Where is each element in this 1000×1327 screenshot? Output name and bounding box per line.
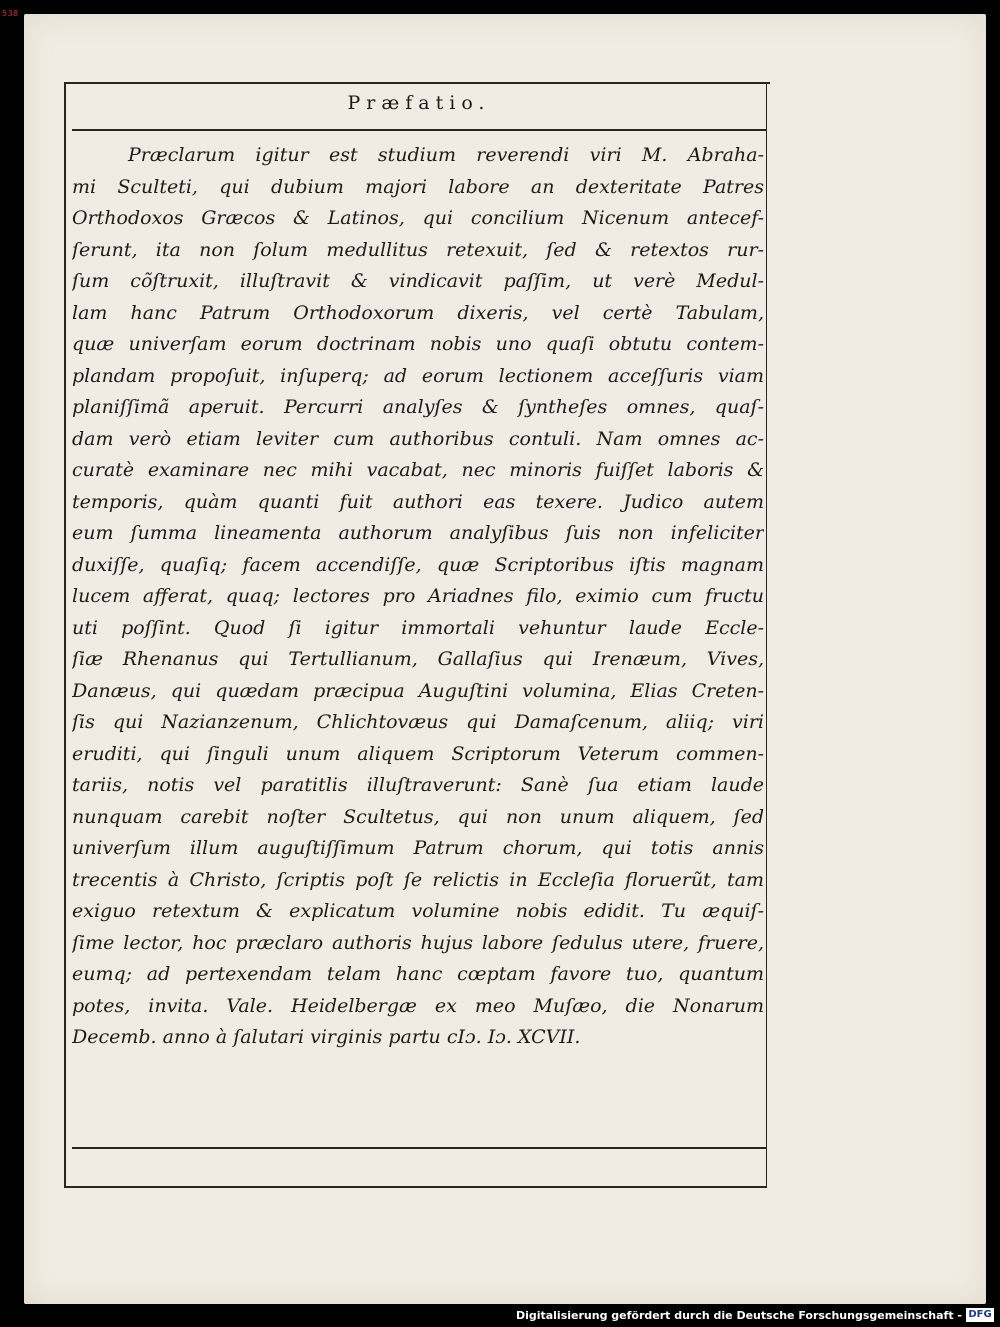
text-line: eruditi, qui ſinguli unum aliquem Scriptorum Veterum commen-	[72, 742, 764, 765]
text-line: curatè examinare nec mihi vacabat, nec minoris fuiſſet laboris &	[72, 459, 764, 481]
frame-right-border	[766, 84, 767, 1188]
text-line: eumq; ad pertexendam telam hanc cœptam favore tuo, quantum	[72, 963, 764, 985]
text-line: dam verò etiam leviter cum authoribus contuli. Nam omnes ac-	[72, 427, 764, 450]
text-line: ſime lector, hoc præclaro authoris hujus labore ſedulus utere, fruere,	[72, 931, 764, 954]
text-line: planiſſimã aperuit. Percurri analyſes & ſyntheſes omnes, quaſ-	[72, 396, 764, 418]
running-head: Præfatio.	[347, 92, 491, 114]
text-line: ſis qui Nazianzenum, Chlichtovæus qui Damaſcenum, aliiq; viri	[72, 711, 764, 733]
text-line: Præclarum igitur est studium reverendi viri M. Abraha-	[128, 144, 764, 166]
text-line: lam hanc Patrum Orthodoxorum dixeris, vel certè Tabulam,	[72, 301, 764, 324]
text-line: potes, invita. Vale. Heidelbergæ ex meo Muſæo, die Nonarum	[72, 994, 764, 1017]
funding-credit: Digitalisierung gefördert durch die Deutsche Forschungsgemeinschaft -	[515, 1309, 962, 1322]
text-line: ſum cõſtruxit, illuſtravit & vindicavit paſſim, ut verè Medul-	[72, 270, 764, 292]
header-rule	[72, 129, 766, 131]
footer-rule	[72, 1147, 766, 1149]
frame-top-border	[64, 82, 770, 84]
text-line: ſerunt, ita non ſolum medullitus retexuit, ſed & retextos rur-	[72, 238, 764, 261]
frame-left-border	[64, 82, 66, 1187]
text-line: trecentis à Christo, ſcriptis poſt ſe relictis in Eccleſia floruerũt, tam	[72, 868, 764, 891]
text-line: Orthodoxos Græcos & Latinos, qui concilium Nicenum antecef-	[72, 207, 764, 229]
body-text	[72, 140, 764, 1054]
text-line: univerſum illum auguſtiſſimum Patrum chorum, qui totis annis	[72, 837, 764, 859]
text-line: temporis, quàm quanti fuit authori eas texere. Judico autem	[72, 490, 764, 513]
text-line: ſiæ Rhenanus qui Tertullianum, Gallaſius qui Irenæum, Vives,	[72, 648, 764, 670]
text-line: nunquam carebit noſter Scultetus, qui non unum aliquem, ſed	[72, 805, 764, 828]
text-line: eum ſumma lineamenta authorum analyſibus ſuis non infeliciter	[72, 522, 764, 544]
text-line: lucem afferat, quaq; lectores pro Ariadnes filo, eximio cum fructu	[72, 585, 764, 607]
text-line: uti poſſint. Quod ſi igitur immortali vehuntur laude Eccle-	[72, 616, 764, 639]
text-line: mi Sculteti, qui dubium majori labore an dexteritate Patres	[72, 175, 764, 198]
frame-bottom-border	[64, 1186, 767, 1188]
text-line: Decemb. anno à ſalutari virginis partu cIɔ. Iɔ. XCVII.	[72, 1026, 581, 1048]
text-line: exiguo retextum & explicatum volumine nobis edidit. Tu æquiſ-	[72, 900, 764, 922]
text-line: tariis, notis vel paratitlis illuſtraverunt: Sanè ſua etiam laude	[72, 774, 764, 796]
text-line: duxiſſe, quaſiq; facem accendiſſe, quæ Scriptoribus iſtis magnam	[72, 553, 764, 576]
text-line: quæ univerſam eorum doctrinam nobis uno quaſi obtutu contem-	[72, 333, 764, 355]
text-line: plandam propoſuit, inſuperq; ad eorum lectionem acceſſuris viam	[72, 364, 764, 387]
dfg-logo: DFG	[966, 1308, 994, 1322]
page-number: 538	[2, 9, 19, 18]
text-line: Danæus, qui quædam præcipua Auguſtini volumina, Elias Creten-	[72, 679, 764, 702]
